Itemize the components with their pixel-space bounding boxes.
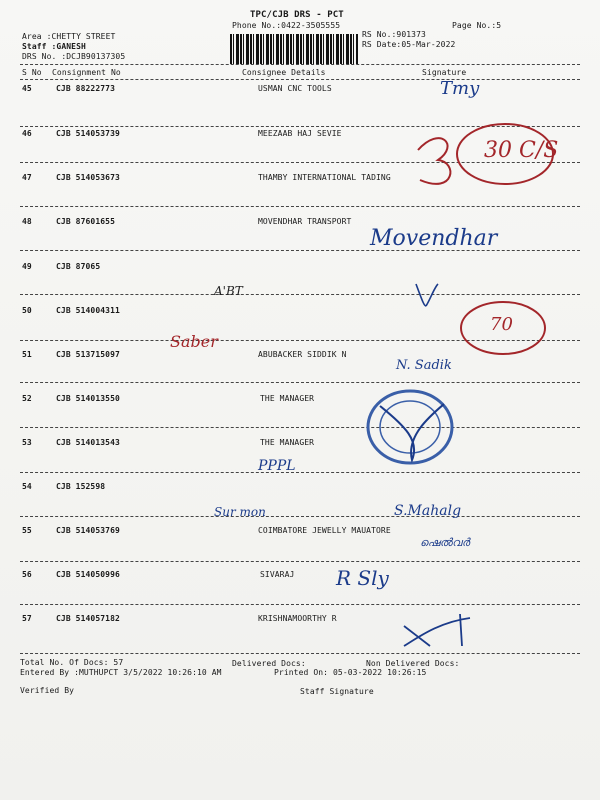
row-consignment: CJB 514053739 (56, 129, 120, 138)
tick-mark-row-50 (412, 280, 442, 310)
phone-number: Phone No.:0422-3505555 (232, 21, 341, 30)
rs-date: RS Date:05-Mar-2022 (362, 40, 456, 49)
row-divider (20, 382, 580, 383)
signature-row-45: Tmy (440, 78, 480, 99)
page-number: Page No.:5 (452, 21, 502, 30)
footer-divider (20, 653, 580, 654)
row-consignment: CJB 514004311 (56, 306, 120, 315)
staff-signature: Staff Signature (300, 687, 374, 696)
row-consignment: CJB 514053769 (56, 526, 120, 535)
total-docs: Total No. Of Docs: 57 (20, 658, 124, 667)
row-consignee: MOVENDHAR TRANSPORT (258, 217, 352, 226)
barcode (230, 34, 358, 64)
column-divider (20, 79, 580, 80)
row-consignee: SIVARAJ (260, 570, 295, 579)
row-consignee: THE MANAGER (260, 438, 315, 447)
row-sno: 46 (22, 129, 32, 138)
row-sno: 57 (22, 614, 32, 623)
signature-row-51: N. Sadik (396, 358, 452, 373)
row-consignment: CJB 87601655 (56, 217, 115, 226)
signature-row-57 (400, 612, 490, 648)
row-consignment: CJB 514053673 (56, 173, 120, 182)
row-consignee: KRISHNAMOORTHY R (258, 614, 337, 623)
row-sno: 54 (22, 482, 32, 491)
printed-on: Printed On: 05-03-2022 10:26:15 (274, 668, 427, 677)
row-consignee: COIMBATORE JEWELLY MAUATORE (258, 526, 391, 535)
row-consignment: CJB 88222773 (56, 84, 115, 93)
row-sno: 55 (22, 526, 32, 535)
col-signature: Signature (422, 68, 467, 77)
row-consignee: THAMBY INTERNATIONAL TADING (258, 173, 391, 182)
row-sno: 47 (22, 173, 32, 182)
signature-row-55-b: ഷെല്‍വര്‍ (420, 536, 470, 549)
row-sno: 50 (22, 306, 32, 315)
row-consignee: THE MANAGER (260, 394, 315, 403)
drs-number: DRS No. :DCJB90137305 (22, 52, 126, 61)
non-delivered-docs: Non Delivered Docs: (366, 659, 460, 668)
row-consignment: CJB 514050996 (56, 570, 120, 579)
staff-label: Staff :GANESH (22, 42, 86, 51)
rs-number: RS No.:901373 (362, 30, 426, 39)
row-sno: 49 (22, 262, 32, 271)
entered-by: Entered By :MUTHUPCT 3/5/2022 10:26:10 AM (20, 668, 222, 677)
row-consignment: CJB 513715097 (56, 350, 120, 359)
note-row-55: Sur mon (214, 505, 266, 519)
row-divider (20, 561, 580, 562)
header-divider (20, 64, 580, 65)
row-consignment: CJB 152598 (56, 482, 106, 491)
note-rows-46-47: 30 C/S (484, 138, 559, 163)
row-consignee: USMAN CNC TOOLS (258, 84, 332, 93)
mark-row-50: 70 (490, 314, 513, 335)
row-sno: 52 (22, 394, 32, 403)
row-divider (20, 604, 580, 605)
signature-row-55-a: S.Mahalg (394, 503, 462, 519)
row-divider (20, 294, 580, 295)
verified-by: Verified By (20, 686, 75, 695)
col-consignment: Consignment No (52, 68, 121, 77)
note-row-49: A'BT (214, 284, 243, 298)
row-consignment: CJB 514013550 (56, 394, 120, 403)
row-sno: 53 (22, 438, 32, 447)
row-divider (20, 516, 580, 517)
col-consignee: Consignee Details (242, 68, 326, 77)
signature-row-56: R Sly (336, 566, 389, 590)
row-sno: 56 (22, 570, 32, 579)
signature-row-53: PPPL (258, 458, 296, 474)
col-sno: S No (22, 68, 42, 77)
row-consignment: CJB 514013543 (56, 438, 120, 447)
note-row-51: Saber (170, 332, 218, 351)
company-stamp (360, 386, 460, 468)
row-consignee: ABUBACKER SIDDIK N (258, 350, 347, 359)
row-divider (20, 206, 580, 207)
sheet-title: TPC/CJB DRS - PCT (250, 10, 344, 20)
row-sno: 48 (22, 217, 32, 226)
delivered-docs: Delivered Docs: (232, 659, 306, 668)
signature-row-48: Movendhar (370, 226, 498, 251)
row-consignee: MEEZAAB HAJ SEVIE (258, 129, 342, 138)
row-consignment: CJB 514057182 (56, 614, 120, 623)
row-divider (20, 427, 580, 428)
row-sno: 45 (22, 84, 32, 93)
row-divider (20, 472, 580, 473)
row-consignment: CJB 87065 (56, 262, 101, 271)
row-sno: 51 (22, 350, 32, 359)
area-label: Area :CHETTY STREET (22, 32, 116, 41)
